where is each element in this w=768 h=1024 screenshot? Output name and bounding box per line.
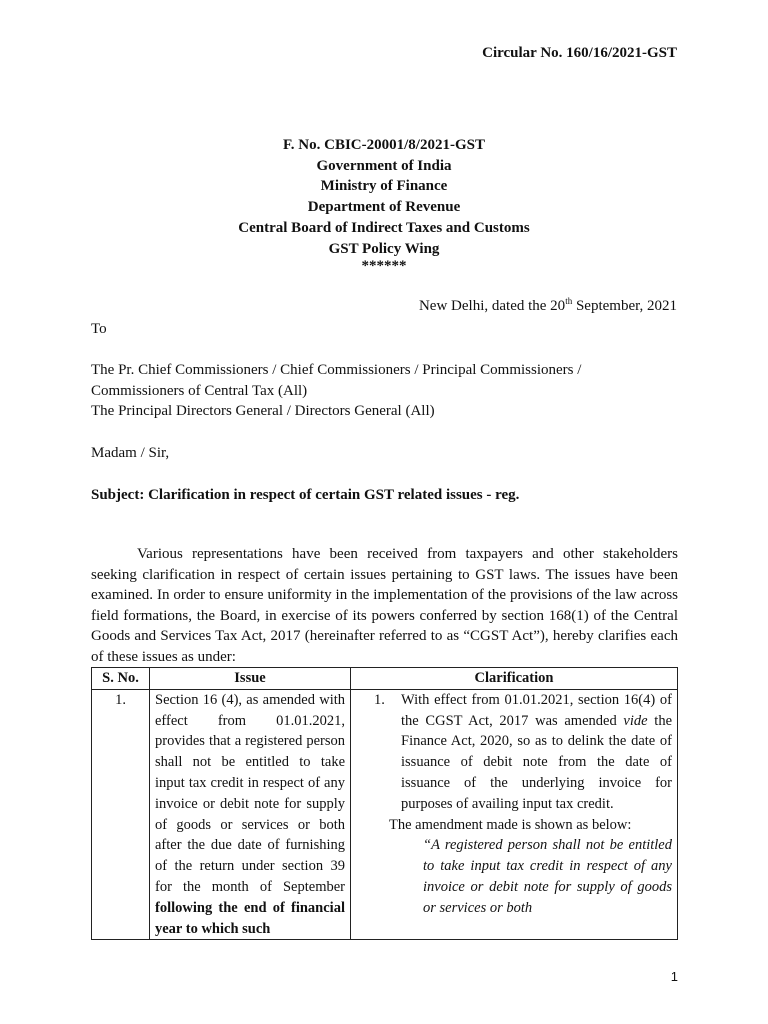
stars-separator: ******: [361, 258, 407, 275]
addressee-list: [91, 360, 678, 422]
addressee-line: The Pr. Chief Commissioners / Chief Commissioners / Principal Commissioners /: [91, 362, 582, 378]
issue-bold-text: following the end of financial year to which such: [155, 899, 345, 937]
file-number: F. No. CBIC-20001/8/2021-GST: [283, 137, 485, 153]
clarification-text-b: the Finance Act, 2020, so as to delink the date of issuance of debit note from the date of issuance of the underlying invoice for purposes of availing input tax credit.: [401, 712, 673, 812]
issue-text: Section 16 (4), as amended with effect from 01.01.2021, provides that a registered person shall not be entitled to take input tax credit in respect of any invoice or debit note for supply of goods or services or both after the due date of furnishing of the return under section 39 for the month of September: [155, 691, 345, 895]
wing-line: GST Policy Wing: [328, 240, 440, 257]
header-sno: S. No.: [92, 668, 150, 690]
clarification-table: [91, 667, 678, 940]
subject-line: Subject: Clarification in respect of certain GST related issues - reg.: [91, 487, 520, 503]
row-issue: [150, 689, 351, 940]
row-clarification: [351, 689, 678, 940]
addressee-line: The Principal Directors General / Directors General (All): [91, 403, 435, 420]
row-sno: 1.: [92, 689, 150, 940]
government-line: Government of India: [316, 157, 452, 174]
amendment-line: The amendment made is shown as below:: [389, 816, 632, 833]
ministry-line: Ministry of Finance: [320, 178, 448, 195]
date-ordinal: th: [565, 296, 573, 306]
page-number: 1: [670, 969, 678, 984]
to-label: To: [91, 321, 107, 337]
header-clarification: Clarification: [351, 668, 678, 690]
header-issue: Issue: [150, 668, 351, 690]
addressee-line: Commissioners of Central Tax (All): [91, 382, 308, 399]
clarification-number: 1.: [374, 691, 385, 708]
amendment-quote: “A registered person shall not be entitled to take input tax credit in respect of any invoice or debit note for supply of goods or services or both: [423, 837, 672, 916]
salutation: Madam / Sir,: [91, 445, 170, 461]
clarification-text-a: With effect from 01.01.2021, section 16(4) of the CGST Act, 2017 was amended: [401, 691, 672, 729]
vide-word: vide: [623, 712, 648, 729]
department-line: Department of Revenue: [307, 199, 461, 216]
clarification-text: [401, 690, 672, 815]
dateline: [419, 298, 677, 315]
board-line: Central Board of Indirect Taxes and Customs: [238, 219, 530, 236]
intro-text: Various representations have been received from taxpayers and other stakeholders seeking clarification in respect of certain issues pertaining to GST laws. The issues have been examined. In order to ensure uniformity in the implementation of the provisions of the law across field formations, the Board, in exercise of its powers conferred by section 168(1) of the Central Goods and Services Tax Act, 2017 (hereinafter referred to as “CGST Act”), hereby clarifies each of these issues as under:: [91, 546, 678, 665]
table-header-row: [92, 668, 678, 690]
circular-number: Circular No. 160/16/2021-GST: [482, 45, 677, 61]
clarification-point: [356, 690, 672, 815]
date-rest: September, 2021: [572, 298, 677, 314]
intro-paragraph: [91, 544, 678, 668]
letterhead: [0, 135, 768, 273]
table-row: [92, 689, 678, 940]
date-prefix: New Delhi, dated the 20: [418, 298, 566, 314]
